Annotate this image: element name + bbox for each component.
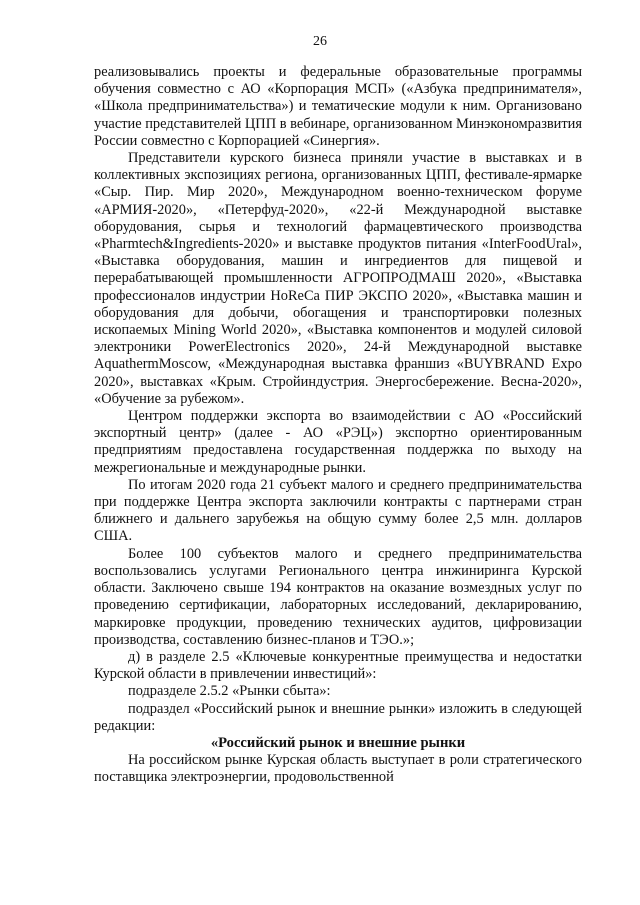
paragraph-export-support: Центром поддержки экспорта во взаимодействии с АО «Российский экспортный центр» (далее - АО «РЭЦ») экспортно ориентированным предприятиям предоставлена государственная поддержка по выходу на межрегиональные и международные рынки.: [94, 408, 582, 476]
paragraph-engineering-center: Более 100 субъектов малого и среднего предпринимательства воспользовались услугами Регионального центра инжиниринга Курской области. Заключено свыше 194 контрактов на оказание возмездных услуг по проведению сертификации, лабораторных исследований, декларированию, маркировке продукции, проведению технических аудитов, цифровизации производства, составлению бизнес-планов и ТЭО.»;: [94, 545, 582, 648]
paragraph-section-2-5: д) в разделе 2.5 «Ключевые конкурентные преимущества и недостатки Курской области в привлечении инвестиций»:: [94, 648, 582, 683]
paragraph-russian-market: На российском рынке Курская область выступает в роли стратегического поставщика электроэнергии, продовольственной: [94, 752, 582, 786]
document-body: [94, 64, 582, 787]
paragraph-new-edition: подраздел «Российский рынок и внешние рынки» изложить в следующей редакции:: [94, 700, 582, 734]
paragraph-subsection-2-5-2: подразделе 2.5.2 «Рынки сбыта»:: [128, 683, 331, 700]
section-heading: «Российский рынок и внешние рынки: [210, 734, 466, 751]
page-number: 26: [313, 34, 327, 49]
paragraph-export-results: По итогам 2020 года 21 субъект малого и среднего предпринимательства при поддержке Центра экспорта заключили контракты с партнерами стран ближнего и дальнего зарубежья на общую сумму более 2,5 млн. долларов США.: [94, 476, 582, 545]
paragraph-education-programs: реализовывались проекты и федеральные образовательные программы обучения совместно с АО «Корпорация МСП» («Азбука предпринимателя», «Школа предпринимательства») и тематические модули к ним. Организовано участие представителей ЦПП в вебинаре, организованном Минэкономразвития России совместно с Корпорацией «Синергия».: [94, 64, 582, 149]
paragraph-exhibitions: Представители курского бизнеса приняли участие в выставках и в коллективных экспозициях региона, организованных ЦПП, фестивале-ярмарке «Сыр. Пир. Мир 2020», Международном военно-техническом форуме «АРМИЯ-2020», «Петерфуд-2020», «22-й Международной выставке оборудования, сырья и технологий фармацевтического производства «Pharmtech&Ingredients-2020» и выставке продуктов питания «InterFoodUral», «Выставка оборудования, машин и ингредиентов для пищевой и перерабатывающей промышленности АГРОПРОДМАШ 2020», «Выставка профессионалов индустрии HoReCa ПИР ЭКСПО 2020», «Выставка машин и оборудования для добычи, обогащения и транспортировки полезных ископаемых Mining World 2020», «Выставка компонентов и модулей силовой электроники PowerElectronics 2020», 24-й Международной выставке AquathermMoscow, «Международная выставка франшиз «BUYBRAND Expo 2020», выставках «Крым. Стройиндустрия. Энергосбережение. Весна-2020», «Обучение за рубежом».: [94, 150, 582, 407]
